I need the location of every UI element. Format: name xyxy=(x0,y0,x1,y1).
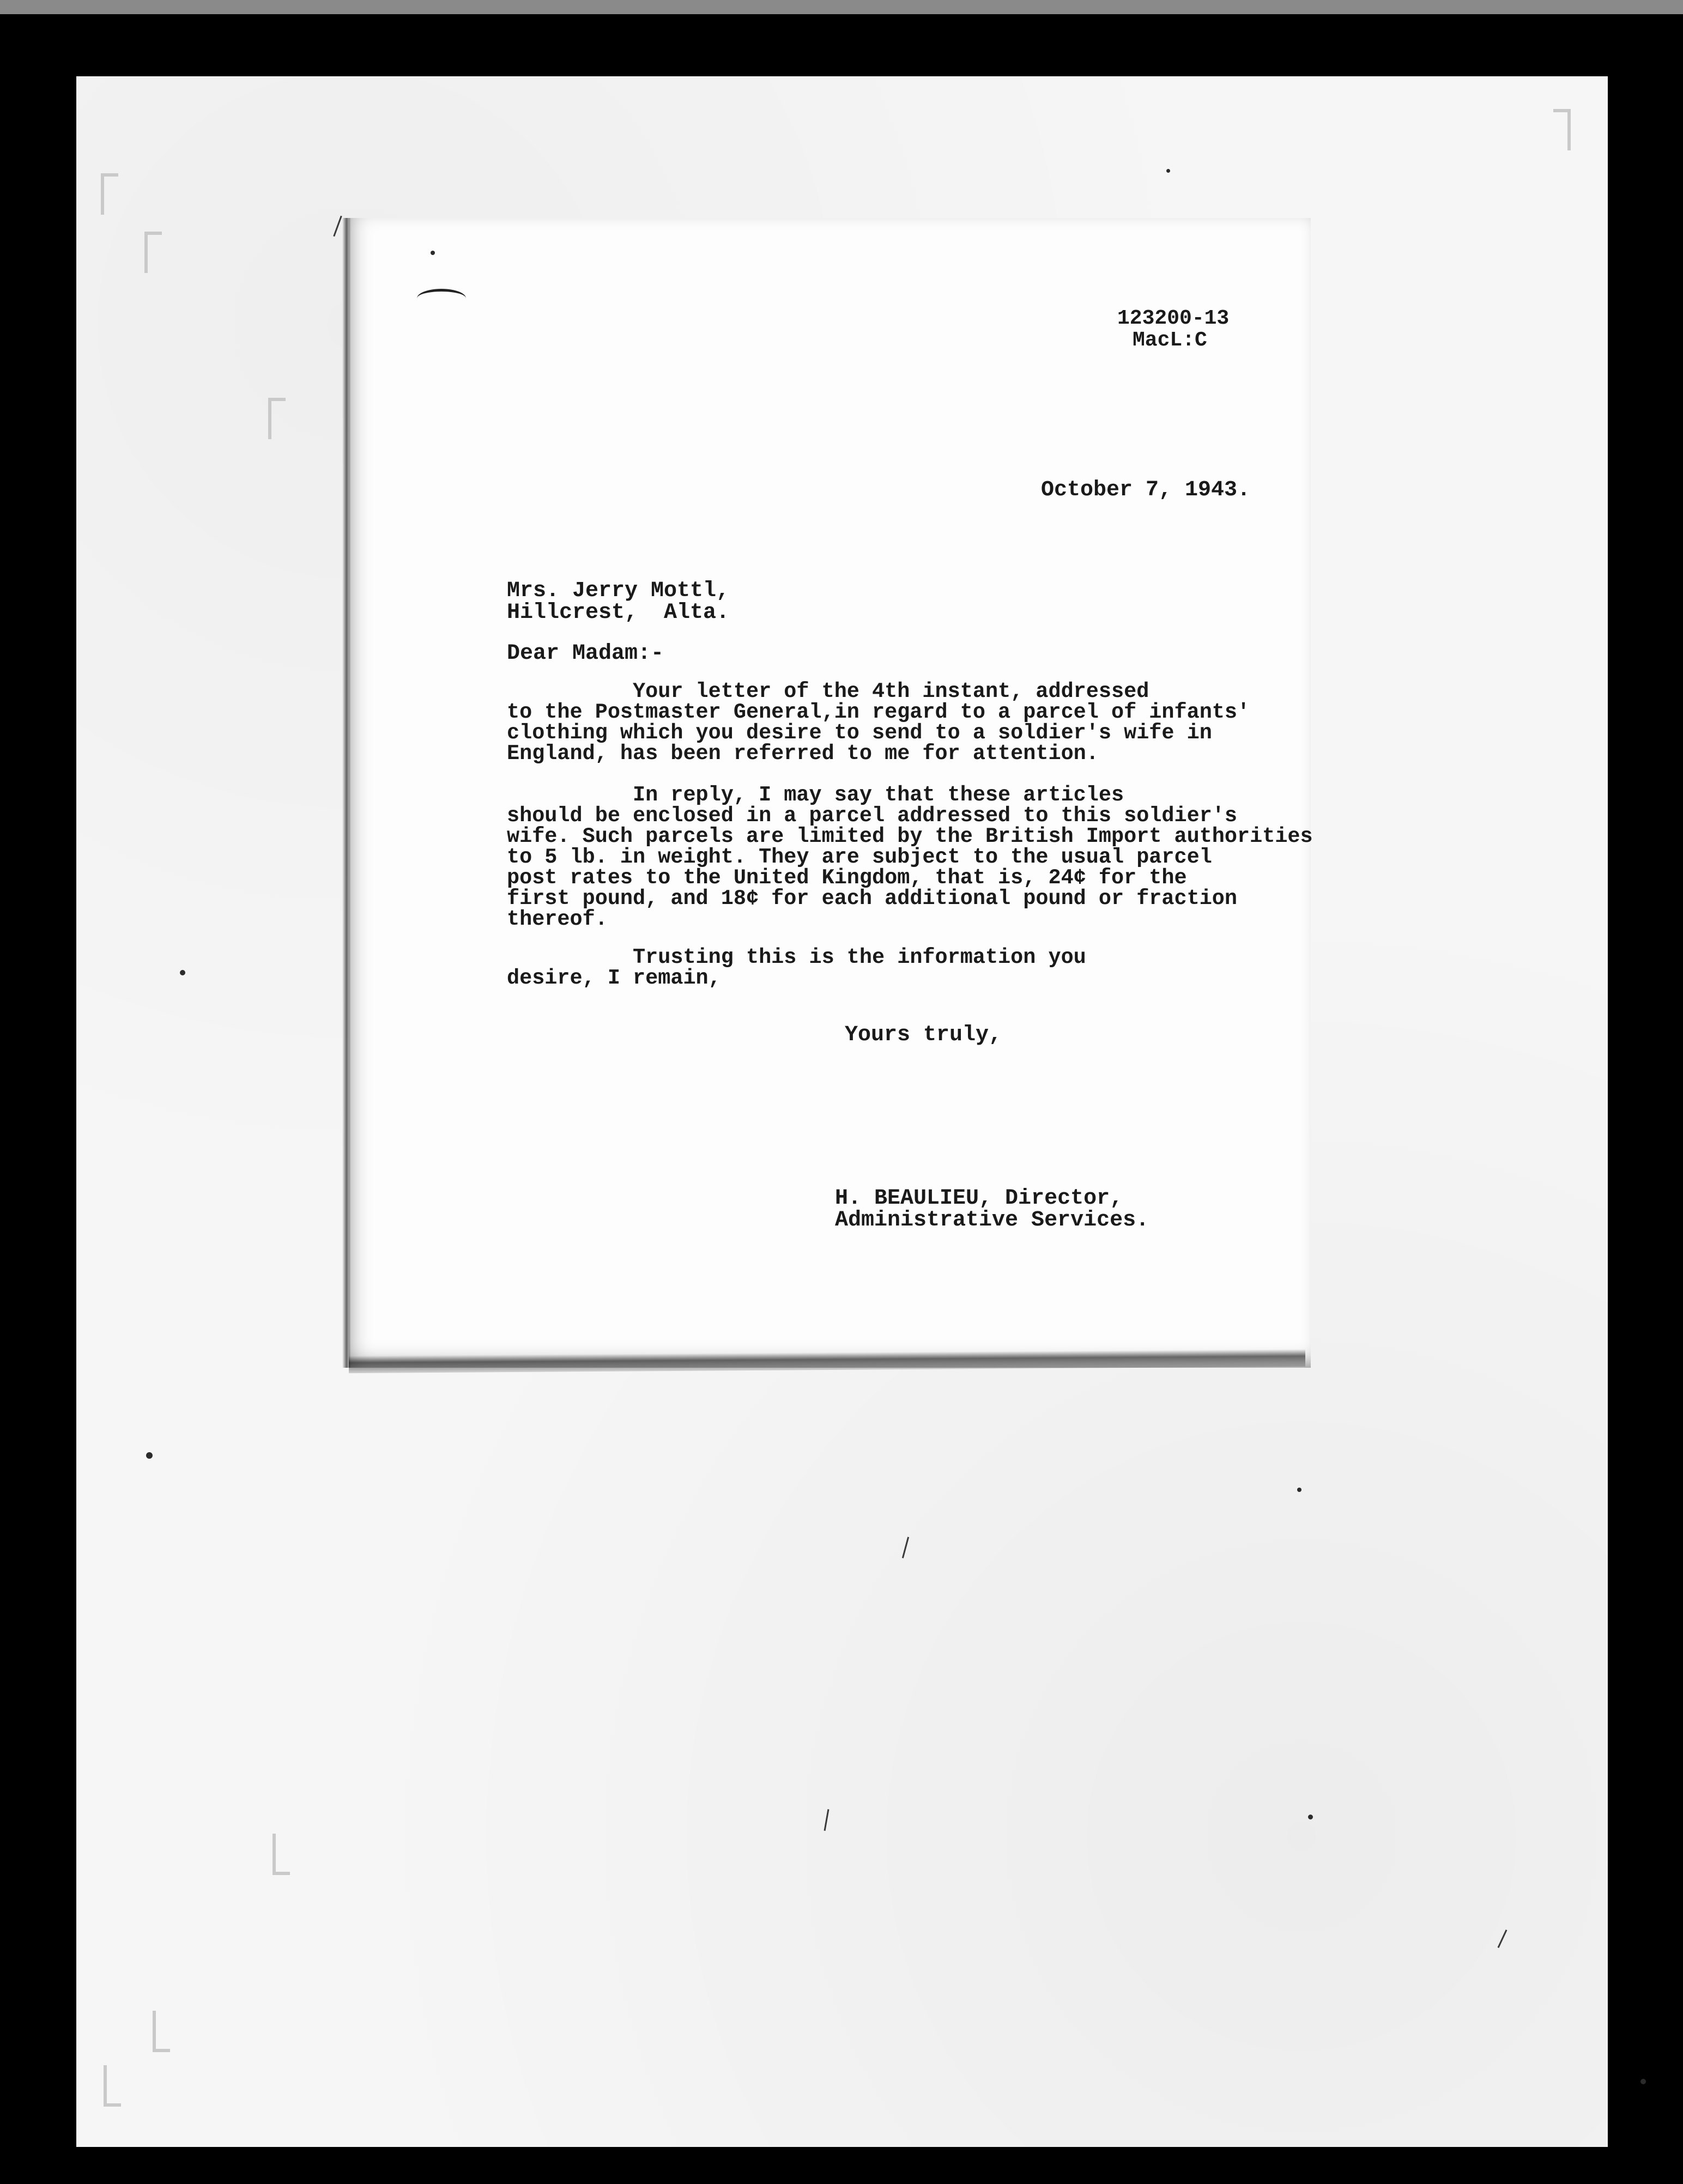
complimentary-close: Yours truly, xyxy=(845,1023,1002,1047)
film-speck xyxy=(180,970,185,975)
body-paragraph: Your letter of the 4th instant, addressed to the Postmaster General,in regard to a parcel of infants' clothing which you desire to send to a soldier's wife in England, has been referred to me for attention. xyxy=(507,680,1250,766)
signatory-department: Administrative Services. xyxy=(835,1208,1149,1233)
addressee-name: Mrs. Jerry Mottl, xyxy=(507,579,730,603)
film-speck xyxy=(1297,1488,1301,1492)
body-paragraph: Trusting this is the information you desire, I remain, xyxy=(507,945,1086,990)
letter-date: October 7, 1943. xyxy=(1041,478,1251,502)
pen-mark xyxy=(417,289,466,308)
addressee-place: Hillcrest, Alta. xyxy=(507,600,730,625)
letter-page-shadow xyxy=(342,218,351,1368)
film-speck xyxy=(1308,1815,1313,1819)
film-corner-mark xyxy=(268,398,286,439)
signature-block xyxy=(835,1188,1149,1231)
film-speck xyxy=(1166,169,1170,173)
file-number: 123200-13 xyxy=(1117,307,1230,330)
film-speck xyxy=(431,251,435,255)
body-paragraph: In reply, I may say that these articles should be enclosed in a parcel addressed to this soldier's wife. Such parcels are limited by the British Import authorities to 5 lb. in weight. They are subject to the usual parcel post rates to the United Kingdom, that is, 24¢ for the first pound, and 18¢ for each additional pound or fraction thereof. xyxy=(507,783,1313,931)
signatory-name: H. BEAULIEU, Director, xyxy=(835,1186,1123,1211)
film-corner-mark xyxy=(153,2011,170,2052)
salutation: Dear Madam:- xyxy=(507,641,664,666)
film-speck xyxy=(146,1452,153,1459)
film-corner-mark xyxy=(144,232,162,273)
file-reference xyxy=(1117,308,1229,351)
film-edge xyxy=(0,0,1683,14)
film-speck xyxy=(1640,2079,1646,2084)
inside-address xyxy=(507,580,729,624)
film-corner-mark xyxy=(1553,109,1571,150)
film-corner-mark xyxy=(273,1834,290,1875)
film-corner-mark xyxy=(104,2065,121,2107)
film-corner-mark xyxy=(101,173,118,215)
typist-initials: MacL:C xyxy=(1133,329,1207,352)
